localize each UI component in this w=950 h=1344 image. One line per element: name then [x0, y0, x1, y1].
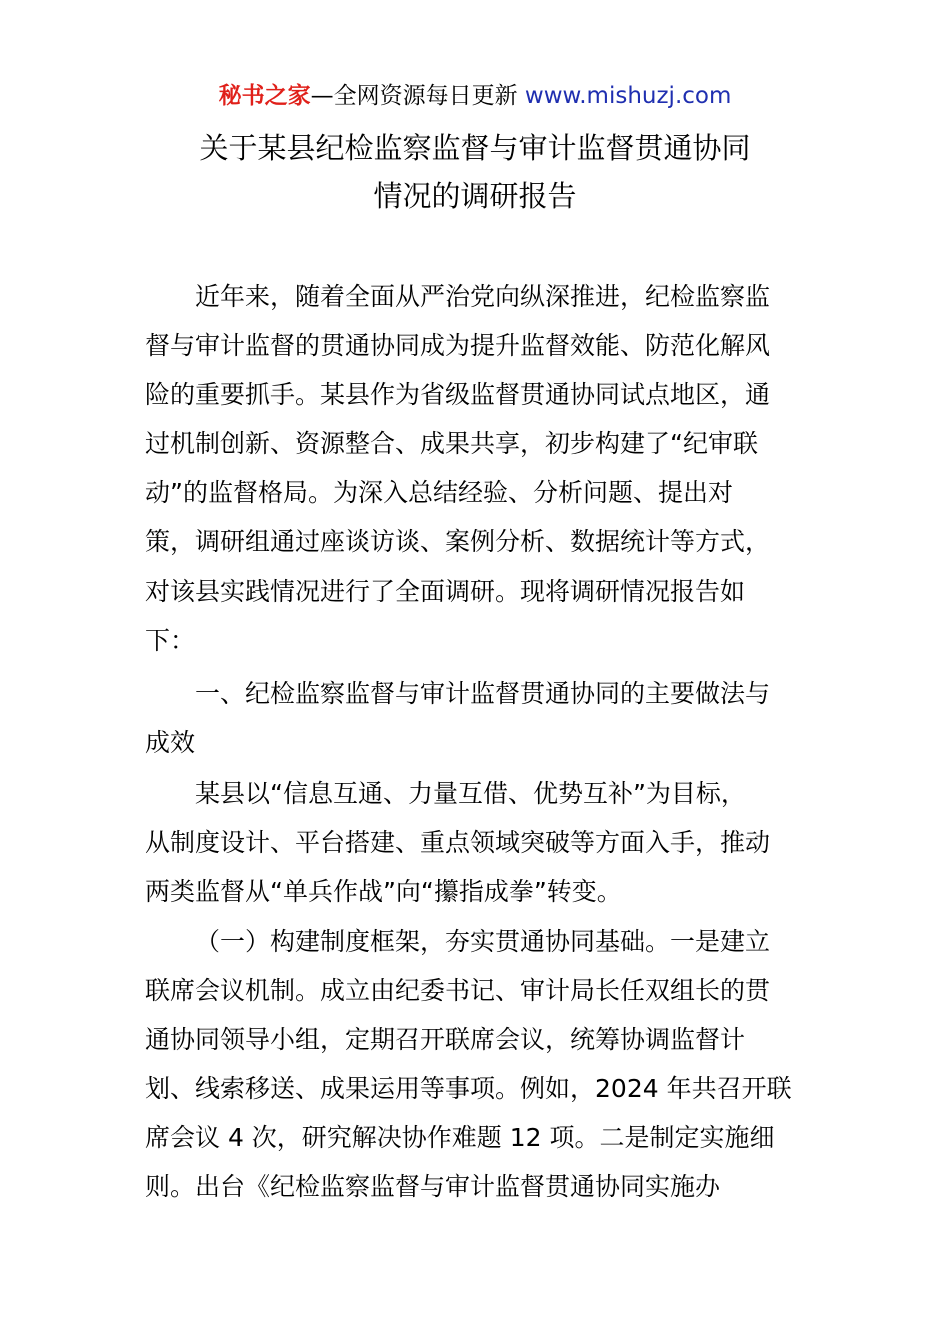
- paragraph-line: 险的重要抓手。某县作为省级监督贯通协同试点地区，通: [145, 380, 771, 409]
- document-title-line-1: 关于某县纪检监察监督与审计监督贯通协同: [199, 131, 751, 165]
- site-url-link[interactable]: www.mishuzj.com: [524, 83, 732, 109]
- paragraph-line: 下：: [145, 626, 196, 655]
- paragraph-line: （一）构建制度框架，夯实贯通协同基础。一是建立: [195, 927, 771, 956]
- paragraph-line: 对该县实践情况进行了全面调研。现将调研情况报告如: [145, 577, 746, 606]
- paragraph-line: 督与审计监督的贯通协同成为提升监督效能、防范化解风: [145, 331, 771, 360]
- paragraph-line: 则。出台《纪检监察监督与审计监督贯通协同实施办: [145, 1172, 721, 1201]
- site-header: [0, 80, 950, 112]
- paragraph-line: 席会议 4 次，研究解决协作难题 12 项。二是制定实施细: [145, 1123, 775, 1152]
- document-title-line-2: 情况的调研报告: [373, 179, 577, 213]
- site-name: 秘书之家: [218, 83, 311, 109]
- paragraph-line: 近年来，随着全面从严治党向纵深推进，纪检监察监: [195, 282, 771, 311]
- paragraph-line: 动”的监督格局。为深入总结经验、分析问题、提出对: [145, 478, 733, 507]
- section-heading-line: 一、纪检监察监督与审计监督贯通协同的主要做法与: [195, 679, 771, 708]
- paragraph-line: 联席会议机制。成立由纪委书记、审计局长任双组长的贯: [145, 976, 771, 1005]
- section-heading-line: 成效: [145, 728, 196, 757]
- paragraph-line: 过机制创新、资源整合、成果共享，初步构建了“纪审联: [145, 429, 758, 458]
- paragraph-line: 通协同领导小组，定期召开联席会议，统筹协调监督计: [145, 1025, 746, 1054]
- paragraph-line: 某县以“信息互通、力量互借、优势互补”为目标，: [195, 779, 746, 808]
- paragraph-line: 两类监督从“单兵作战”向“攥指成拳”转变。: [145, 877, 622, 906]
- paragraph-line: 从制度设计、平台搭建、重点领域突破等方面入手，推动: [145, 828, 771, 857]
- paragraph-line: 策，调研组通过座谈访谈、案例分析、数据统计等方式，: [145, 527, 771, 556]
- paragraph-line: 划、线索移送、成果运用等事项。例如，2024 年共召开联: [145, 1074, 792, 1103]
- site-tagline: —全网资源每日更新: [310, 83, 518, 109]
